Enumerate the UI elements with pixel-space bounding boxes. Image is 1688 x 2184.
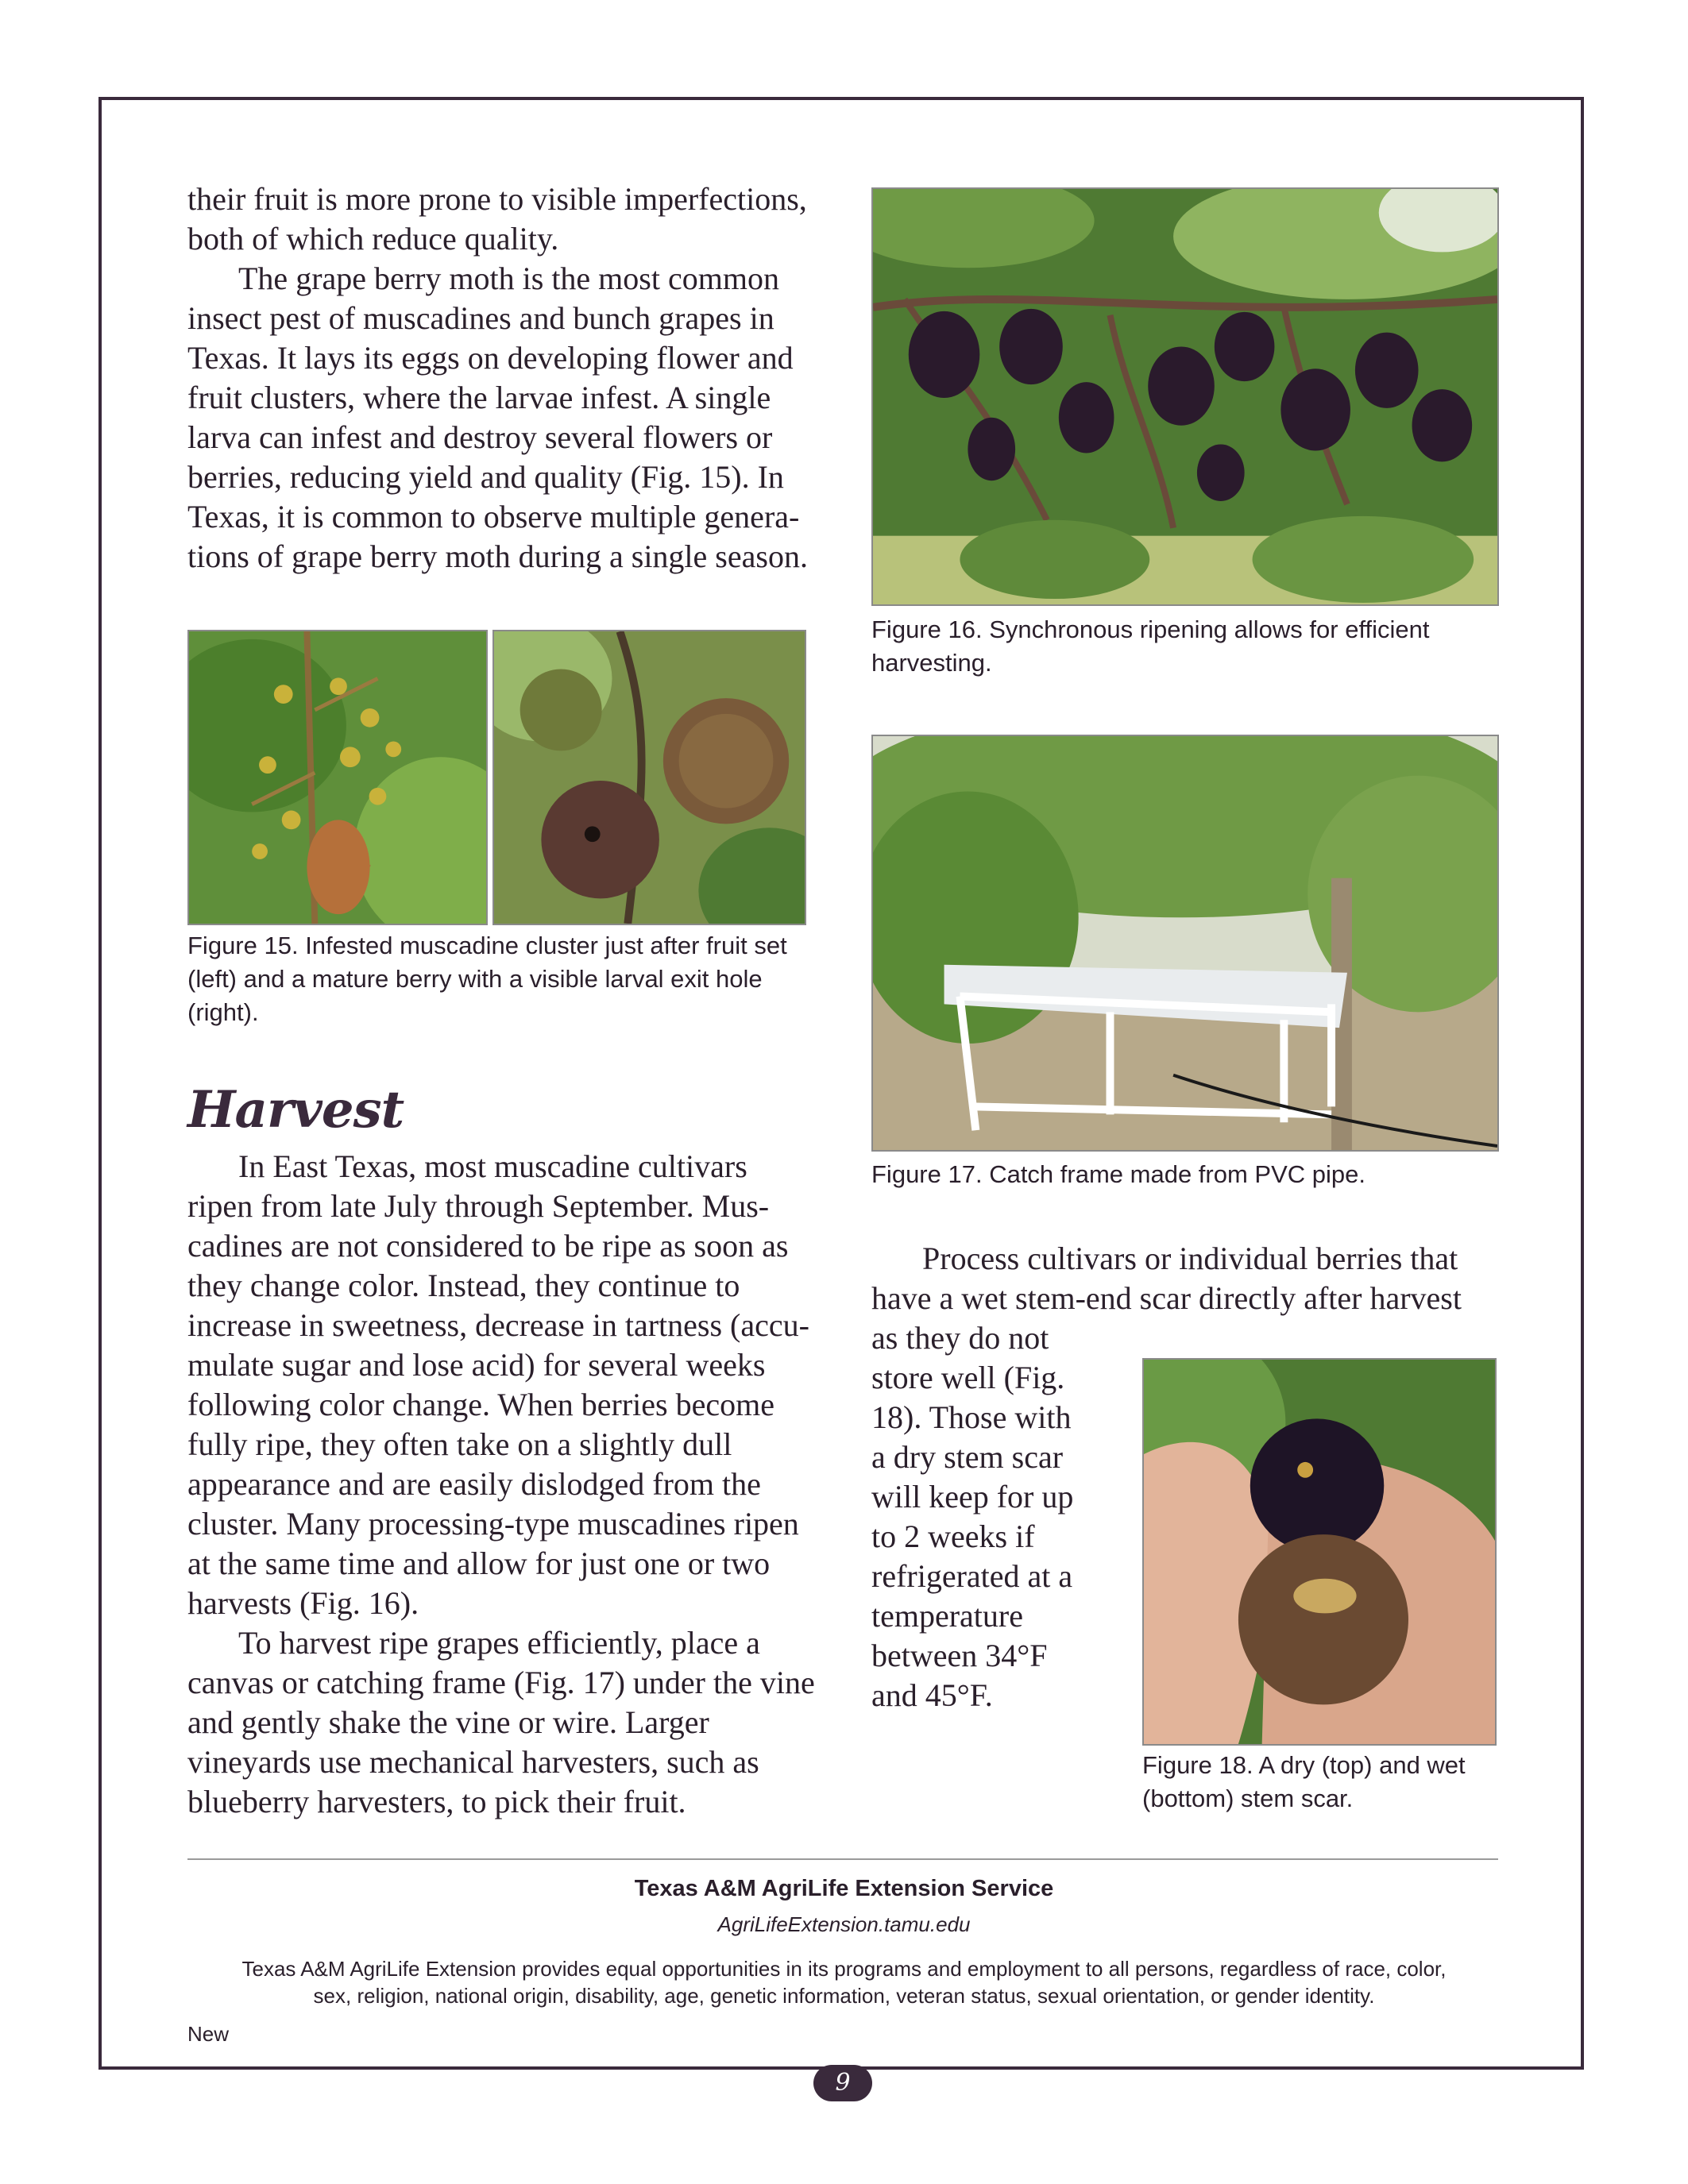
footer-status: New <box>187 2022 230 2046</box>
footer-divider <box>187 1858 1498 1860</box>
left-column-text <box>187 179 815 577</box>
figure-15-right-photo <box>492 630 806 925</box>
footer-website[interactable]: AgriLifeExtension.tamu.edu <box>717 1912 971 1936</box>
harvest-text <box>187 1147 815 1822</box>
figure-17-photo <box>871 735 1499 1152</box>
page-number-badge: 9 <box>813 2065 872 2101</box>
footer-organization: Texas A&M AgriLife Extension Service <box>634 1876 1054 1901</box>
harvest-heading: Harvest <box>187 1080 404 1140</box>
figure-15-caption: Figure 15. Infested muscadine cluster just after fruit set (left) and a mature berry with a visible larval exit hole (right). <box>187 932 787 1026</box>
left-paragraph-2: The grape berry moth is the most common insect pest of muscadines and bunch grapes in Texas. It lays its eggs on developing flower and fruit clusters, where the larvae infest. A single larva can infest and destroy several flowers or berries, reducing yield and quality (Fig. 15). In Texas, it is common to observe multiple generations of grape berry moth during a single season. <box>187 260 808 574</box>
right-paragraph-1-cont <box>871 1318 1086 1715</box>
harvest-paragraph-1: In East Texas, most muscadine cultivars ripen from late July through September. Muscadines are not considered to be ripe as soon as they change color. Instead, they continue to increase in sweetness, decrease in tartness (accumulate sugar and lose acid) for several weeks following color change. When berries become fully ripe, they often take on a slightly dull appearance and are easily dislodged from the cluster. Many processing-type muscadines ripen at the same time and allow for just one or two harvests (Fig. 16). <box>187 1148 809 1621</box>
figure-18-caption: Figure 18. A dry (top) and wet (bottom) stem scar. <box>1142 1751 1466 1812</box>
figure-18-photo <box>1142 1358 1497 1746</box>
figure-16-photo <box>871 187 1499 606</box>
figure-15-left-photo <box>187 630 488 925</box>
figure-16-caption: Figure 16. Synchronous ripening allows for efficient harvesting. <box>871 615 1430 677</box>
right-paragraph-1-text: Process cultivars or individual berries that have a wet stem-end scar directly after harvest <box>871 1241 1462 1316</box>
right-paragraph-1 <box>871 1239 1499 1318</box>
left-paragraph-1: their fruit is more prone to visible imperfections, both of which reduce quality. <box>187 181 807 257</box>
right-paragraph-1-cont-text: as they do not store well (Fig. 18). Those with a dry stem scar will keep for up to 2 weeks if refrigerated at a temperature between 34°F and 45°F. <box>871 1320 1074 1713</box>
footer-eeo-statement: Texas A&M AgriLife Extension provides equal opportunities in its programs and employment to all persons, regardless of race, color, sex, religion, national origin, disability, age, genetic information, veteran status, sexual orientation, or gender identity. <box>241 1957 1447 2008</box>
harvest-paragraph-2: To harvest ripe grapes efficiently, place a canvas or catching frame (Fig. 17) under the vine and gently shake the vine or wire. Larger vineyards use mechanical harvesters, such as blueberry harvesters, to pick their fruit. <box>187 1625 815 1819</box>
figure-17-caption: Figure 17. Catch frame made from PVC pipe. <box>871 1160 1365 1188</box>
